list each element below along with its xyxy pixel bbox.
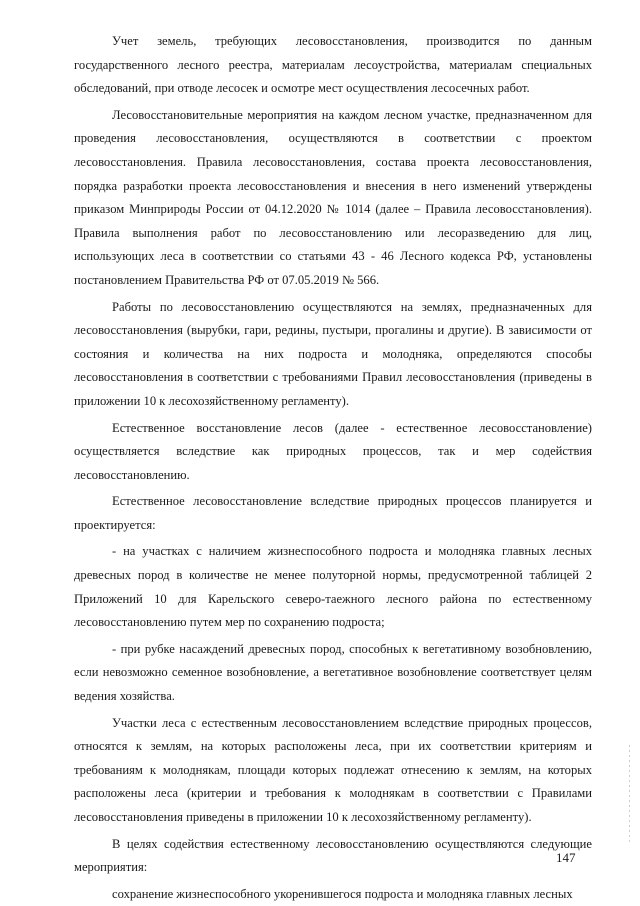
paragraph-reforestation-measures: Лесовосстановительные мероприятия на каждом лесном участке, предназначенном для проведения лесовосстановления, осуществляются в соответствии с проектом лесовосстановления. Правила лесовосстановления, состава проекта лесовосстановления, порядка разработки проекта лесовосстановления и внесения в него изменений утверждены приказом Минприроды России от 04.12.2020 № 1014 (далее – Правила лесовосстановления). Правила выполнения работ по лесовосстановлению или лесоразведению для лиц, использующих леса в соответствии со статьями 43 - 46 Лесного кодекса РФ, установлены постановлением Правительства РФ от 07.05.2019 № 566.: [74, 107, 592, 287]
paragraph-reforestation-works: Работы по лесовосстановлению осуществляются на землях, предназначенных для лесовосстановления (вырубки, гари, редины, пустыри, прогалины и другие). В зависимости от состояния и количества на них подроста и молодняка, определяются способы лесовосстановления в соответствии с требованиями Правил лесовосстановления (приведены в приложении 10 к лесохозяйственному регламенту).: [74, 299, 592, 408]
document-body: [74, 30, 592, 906]
list-item-undergrowth: - на участках с наличием жизнеспособного подроста и молодняка главных лесных древесных пород в количестве не менее полуторной нормы, предусмотренной таблицей 2 Приложений 10 для Карельского северо-таежного лесного района по естественному лесовосстановлению путем мер по сохранению подроста;: [74, 544, 592, 630]
list-item-vegetative: - при рубке насаждений древесных пород, способных к вегетативному возобновлению, если невозможно семенное возобновление, а вегетативное возобновление соответствует целям ведения хозяйства.: [74, 641, 592, 704]
paragraph-preservation: сохранение жизнеспособного укоренившегося подроста и молодняка главных лесных: [112, 886, 573, 901]
paragraph-natural-restoration: Естественное восстановление лесов (далее - естественное лесовосстановление) осуществляется вследствие как природных процессов, так и мер содействия лесовосстановлению.: [74, 420, 592, 482]
paragraph-land-accounting: Учет земель, требующих лесовосстановления, производится по данным государственного лесного реестра, материалам лесоустройства, материалам специальных обследований, при отводе лесосек и осмотре мест осуществления лесосечных работ.: [74, 34, 592, 96]
paragraph-assistance-measures: В целях содействия естественному лесовосстановлению осуществляются следующие мероприятия:: [74, 836, 592, 875]
paragraph-forest-plots: Участки леса с естественным лесовосстановлением вследствие природных процессов, относятся к землям, на которых расположены леса, при их соответствии критериям и требованиям к молоднякам, площади которых подлежат отнесению к землям, на которых расположены леса (критерии и требования к молоднякам в соответствии с Правилами лесовосстановления приведены в приложении 10 к лесохозяйственному регламенту).: [74, 715, 592, 824]
scan-edge-mark: [629, 745, 630, 845]
page-number: 147: [556, 850, 576, 865]
paragraph-natural-planning: Естественное лесовосстановление вследствие природных процессов планируется и проектируется:: [74, 494, 592, 532]
